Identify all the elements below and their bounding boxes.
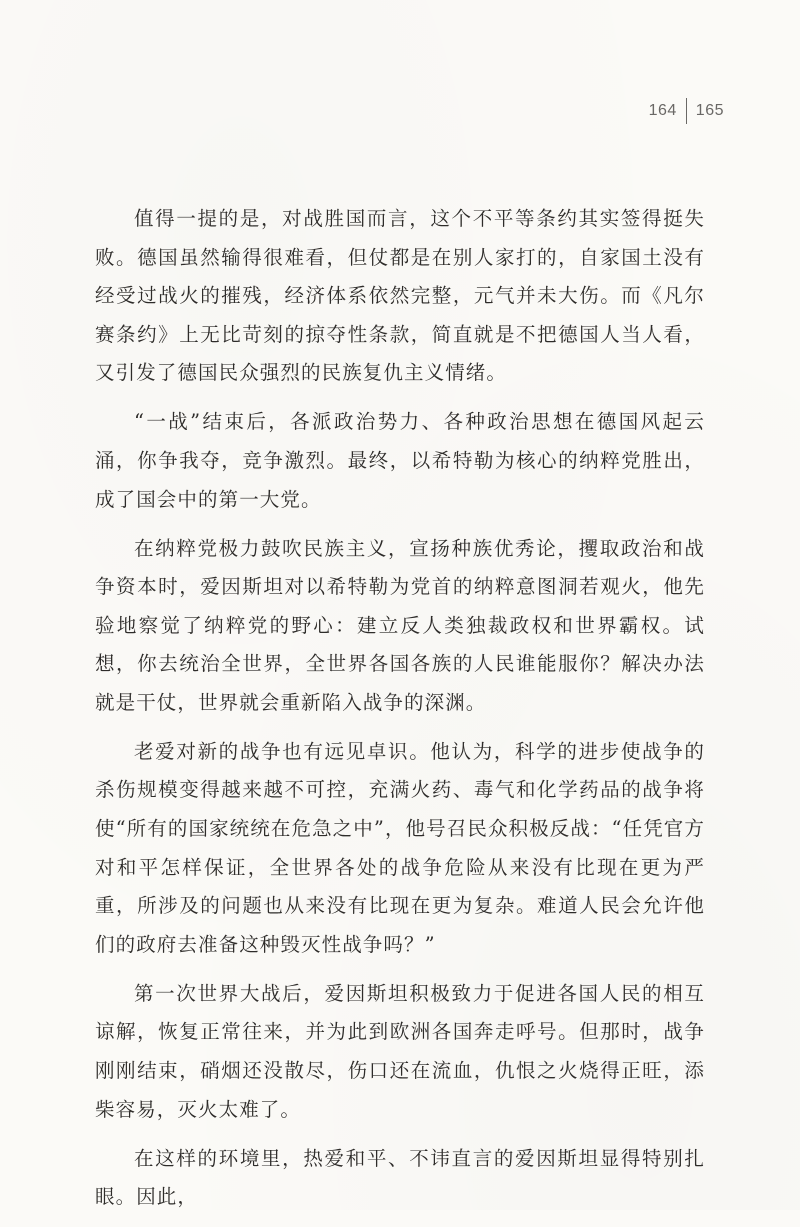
paragraph-5: 第一次世界大战后，爱因斯坦积极致力于促进各国人民的相互谅解，恢复正常往来，并为此到欧洲各国奔走呼号。但那时，战争刚刚结束，硝烟还没散尽，伤口还在流血，仇恨之火烧得正旺，添柴容易，灭火太难了。 — [95, 981, 705, 1121]
paragraph-4: 老爱对新的战争也有远见卓识。他认为，科学的进步使战争的杀伤规模变得越来越不可控，充满火药、毒气和化学药品的战争将使“所有的国家统统在危急之中”，他号召民众积极反战：“任凭官方对和平怎样保证，全世界各处的战争危险从来没有比现在更为严重，所涉及的问题也从来没有比现在更为复杂。难道人民会允许他们的政府去准备这种毁灭性战争吗？” — [95, 739, 706, 956]
body-text — [95, 200, 705, 1227]
page-numbers — [649, 98, 724, 124]
paragraph-2: “一战”结束后，各派政治势力、各种政治思想在德国风起云涌，你争我夺，竞争激烈。最终，以希特勒为核心的纳粹党胜出，成了国会中的第一大党。 — [95, 410, 705, 511]
paragraph-1: 值得一提的是，对战胜国而言，这个不平等条约其实签得挺失败。德国虽然输得很难看，但仗都是在别人家打的，自家国土没有经受过战火的摧残，经济体系依然完整，元气并未大伤。而《凡尔赛条约》上无比苛刻的掠夺性条款，简直就是不把德国人当人看，又引发了德国民众强烈的民族复仇主义情绪。 — [95, 207, 705, 385]
paragraph-6: 在这样的环境里，热爱和平、不讳直言的爱因斯坦显得特别扎眼。因此， — [95, 1146, 705, 1209]
page-number-left: 164 — [648, 102, 677, 119]
page-number-right: 165 — [695, 102, 724, 119]
page-number-divider — [686, 98, 687, 124]
paragraph-3: 在纳粹党极力鼓吹民族主义，宣扬种族优秀论，攫取政治和战争资本时，爱因斯坦对以希特勒为党首的纳粹意图洞若观火，他先验地察觉了纳粹党的野心：建立反人类独裁政权和世界霸权。试想，你去统治全世界，全世界各国各族的人民谁能服你？解决办法就是干仗，世界就会重新陷入战争的深渊。 — [95, 536, 705, 714]
